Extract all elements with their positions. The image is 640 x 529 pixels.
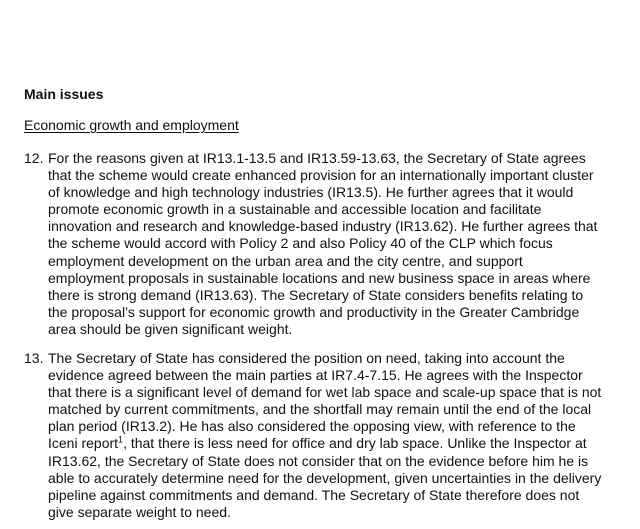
text-line: innovation and research and knowledge-based industry (IR13.62). He further agrees that: [48, 218, 598, 235]
text-line: there is strong demand (IR13.63). The Secretary of State considers benefits relating to: [48, 286, 584, 303]
text-line: that there is a significant level of demand for wet lab space and scale-up space that is not: [48, 384, 602, 401]
text-line: able to accurately determine need for the development, given uncertainties in the delivery: [48, 469, 602, 486]
footnote-marker[interactable]: 1: [118, 434, 124, 445]
text-line-with-footnote: [48, 435, 638, 452]
text-line: employment development on the urban area and the city centre, and support: [48, 252, 523, 269]
text-segment: , that there is less need for office and dry lab space. Unlike the Inspector at: [123, 435, 587, 452]
text-line: IR13.62, the Secretary of State does not consider that on the evidence before him he is: [48, 452, 589, 469]
text-line: matched by current commitments, and the shortfall may remain until the end of the local: [48, 401, 592, 418]
text-segment: Iceni report: [48, 435, 119, 452]
text-line: of knowledge and high technology industries (IR13.5). He further agrees that it would: [48, 184, 574, 201]
text-line: give separate weight to need.: [48, 503, 231, 520]
section-heading: Main issues: [24, 86, 104, 102]
text-line: that the scheme would create enhanced provision for an internationally important cluster: [48, 167, 594, 184]
text-line: pipeline against commitments and demand. The Secretary of State therefore does not: [48, 486, 580, 503]
text-line: plan period (IR13.2). He has also considered the opposing view, with reference to the: [48, 418, 576, 435]
text-line: the scheme would accord with Policy 2 and also Policy 40 of the CLP which focus: [48, 235, 553, 252]
text-line: employment proposals in sustainable locations and new business space in areas where: [48, 269, 591, 286]
paragraph-number: 13.: [24, 350, 44, 366]
text-line: area should be given significant weight.: [48, 320, 293, 337]
paragraph-text: [48, 150, 638, 338]
paragraph-number: 12.: [24, 150, 44, 166]
text-line: The Secretary of State has considered the position on need, taking into account the: [48, 350, 565, 366]
text-line: the proposal’s support for economic growth and productivity in the Greater Cambridge: [48, 303, 580, 320]
text-line: evidence agreed between the main parties at IR7.4-7.15. He agrees with the Inspector: [48, 367, 583, 384]
paragraph-text: [48, 350, 638, 521]
text-line: For the reasons given at IR13.1-13.5 and IR13.59-13.63, the Secretary of State agrees: [48, 150, 586, 166]
subsection-heading: Economic growth and employment: [24, 117, 239, 133]
text-line: promote economic growth in a sustainable and accessible location and facilitate: [48, 201, 542, 218]
